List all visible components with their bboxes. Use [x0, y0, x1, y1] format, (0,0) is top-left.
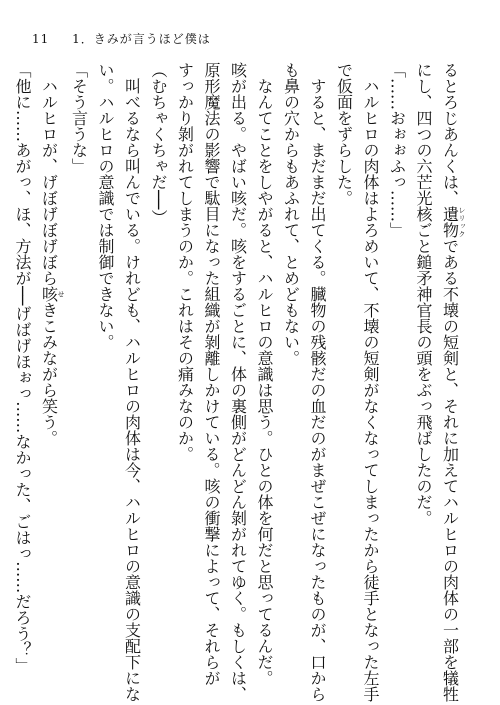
- text-run: るとろじあんくは、: [440, 62, 460, 206]
- text-run: すると、まだまだ出てくる。臓物の残骸だの血だのがまぜこぜになったものが、口から: [308, 62, 327, 702]
- text-line: [9, 62, 36, 674]
- text-line: [118, 62, 145, 702]
- text-run: なんてことをしやがると、ハルヒロの意識は思う。ひとの体を何だと思ってるんだ。: [255, 62, 274, 686]
- text-line: [224, 62, 251, 702]
- text-run: も鼻の穴からもあふれて、とめどもない。: [281, 62, 301, 366]
- ruby-base: 遺物: [440, 206, 460, 238]
- body-text: [13, 62, 466, 702]
- page-number: 11: [32, 32, 50, 46]
- text-line: [65, 62, 92, 670]
- text-run: 原形魔法の影響で駄目になった組織が剝離しかけている。咳の衝撃によって、それらが: [202, 62, 221, 686]
- ruby-reading: せ: [57, 286, 65, 302]
- text-run: 咳が出る。やばい咳だ。咳をするごとに、体の裏側がどんどん剝がれてゆく。もしくは、: [228, 62, 248, 702]
- ruby-reading: レリック: [458, 206, 466, 238]
- text-line: [357, 62, 384, 702]
- text-run: で仮面をずらした。: [334, 62, 354, 206]
- text-line: [304, 62, 331, 702]
- text-line: [171, 62, 198, 670]
- text-run: すっかり剝がれてしまうのか。これはその痛みなのか。: [175, 62, 195, 462]
- text-line: [277, 62, 304, 670]
- text-run: である不壊の短剣と、それに加えてハルヒロの肉体の一部を犠牲: [440, 238, 460, 702]
- running-header: [32, 30, 211, 47]
- text-run: 「……おぉぉふっ……」: [387, 62, 407, 238]
- text-line: [410, 62, 437, 670]
- text-run: きこみながら笑う。: [39, 302, 59, 446]
- text-run: （むちゃくちゃだ──）: [149, 62, 168, 226]
- text-run: ハルヒロの肉体はよろめいて、不壊の短剣がなくなってしまったから徒手となった左手: [361, 62, 380, 702]
- text-line: [330, 62, 357, 670]
- ruby-word: [440, 206, 466, 238]
- text-run: 「そう言うな」: [69, 62, 89, 174]
- text-line: [383, 62, 410, 670]
- ruby-word: [39, 286, 65, 302]
- text-run: ハルヒロが、げぼげぼげぼら: [39, 62, 59, 286]
- text-line: [145, 62, 172, 670]
- text-line: [251, 62, 278, 686]
- text-line: [436, 62, 466, 702]
- ruby-base: 咳: [39, 286, 59, 302]
- text-run: 叫べるなら叫んでいる。けれども、ハルヒロの肉体は今、ハルヒロの意識の支配下にな: [122, 62, 142, 702]
- text-run: 「他に……あがっ、ほ、方法が──げばげほぉっ……なかった、ごはっ……だろう？」: [13, 62, 32, 674]
- chapter-title: 1．きみが言うほど僕は: [72, 32, 211, 46]
- text-line: [92, 62, 119, 670]
- text-run: にし、四つの六芒光核ごと鎚矛神官長の頭をぶっ飛ばしたのだ。: [414, 62, 433, 526]
- text-line: [35, 62, 65, 670]
- text-line: [198, 62, 225, 686]
- text-run: い。ハルヒロの意識では制御できない。: [96, 62, 115, 350]
